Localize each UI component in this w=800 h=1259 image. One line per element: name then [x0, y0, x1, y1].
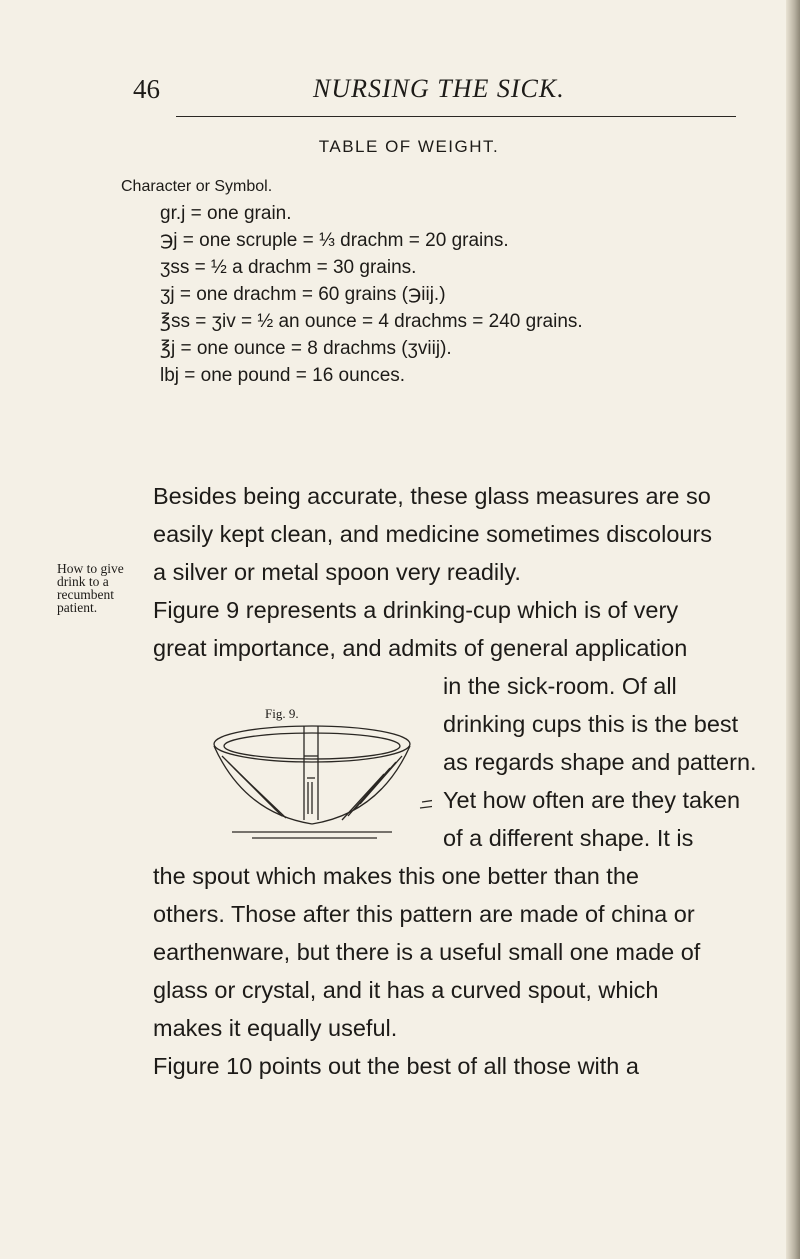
- text-line: drinking cups this is the best: [443, 711, 739, 737]
- margin-note-line: How to give: [57, 561, 124, 576]
- margin-note-line: patient.: [57, 600, 98, 615]
- text-line: as regards shape and pattern.: [443, 749, 757, 775]
- weight-table: [160, 200, 583, 389]
- table-column-heading: Character or Symbol.: [121, 178, 273, 195]
- text-line: in the sick-room. Of all: [443, 673, 677, 699]
- running-title: NURSING THE SICK.: [313, 74, 565, 103]
- weight-row: ℥j = one ounce = 8 drachms (ʒviij).: [160, 338, 452, 359]
- weight-row: gr.j = one grain.: [160, 203, 292, 224]
- weight-row: ʒss = ½ a drachm = 30 grains.: [160, 257, 417, 278]
- page-edge: [786, 0, 800, 1259]
- page-header: [0, 74, 800, 114]
- table-title: TABLE OF WEIGHT.: [318, 137, 500, 156]
- weight-row: ℥ss = ʒiv = ½ an ounce = 4 drachms = 240 grains.: [160, 311, 583, 332]
- text-line: Yet how often are they taken: [443, 787, 741, 813]
- text-line: earthenware, but there is a useful small one made of: [153, 939, 701, 965]
- text-line: others. Those after this pattern are made of china or: [153, 901, 695, 927]
- text-line: Figure 9 represents a drinking-cup which is of very: [153, 597, 679, 623]
- text-line: glass or crystal, and it has a curved spout, which: [153, 977, 659, 1003]
- text-line: Figure 10 points out the best of all those with a: [153, 1053, 639, 1079]
- header-rule: [176, 116, 736, 117]
- margin-note: [57, 562, 124, 614]
- margin-note-line: drink to a: [57, 574, 109, 589]
- weight-row: lbj = one pound = 16 ounces.: [160, 365, 406, 386]
- text-line: great importance, and admits of general application: [153, 635, 688, 661]
- feeding-cup-illustration-icon: [192, 716, 432, 851]
- text-line: a silver or metal spoon very readily.: [153, 559, 521, 585]
- figure-caption: Fig. 9.: [265, 706, 299, 721]
- text-line: Besides being accurate, these glass measures are so: [153, 483, 711, 509]
- text-line: makes it equally useful.: [153, 1015, 398, 1041]
- weight-row: ℈j = one scruple = ⅓ drachm = 20 grains.: [160, 230, 509, 251]
- page-number: 46: [133, 74, 160, 104]
- margin-note-line: recumbent: [57, 587, 114, 602]
- text-line: of a different shape. It is: [443, 825, 694, 851]
- text-line: easily kept clean, and medicine sometimes discolours: [153, 521, 713, 547]
- weight-row: ʒj = one drachm = 60 grains (℈iij.): [160, 284, 446, 305]
- text-line: the spout which makes this one better than the: [153, 863, 639, 889]
